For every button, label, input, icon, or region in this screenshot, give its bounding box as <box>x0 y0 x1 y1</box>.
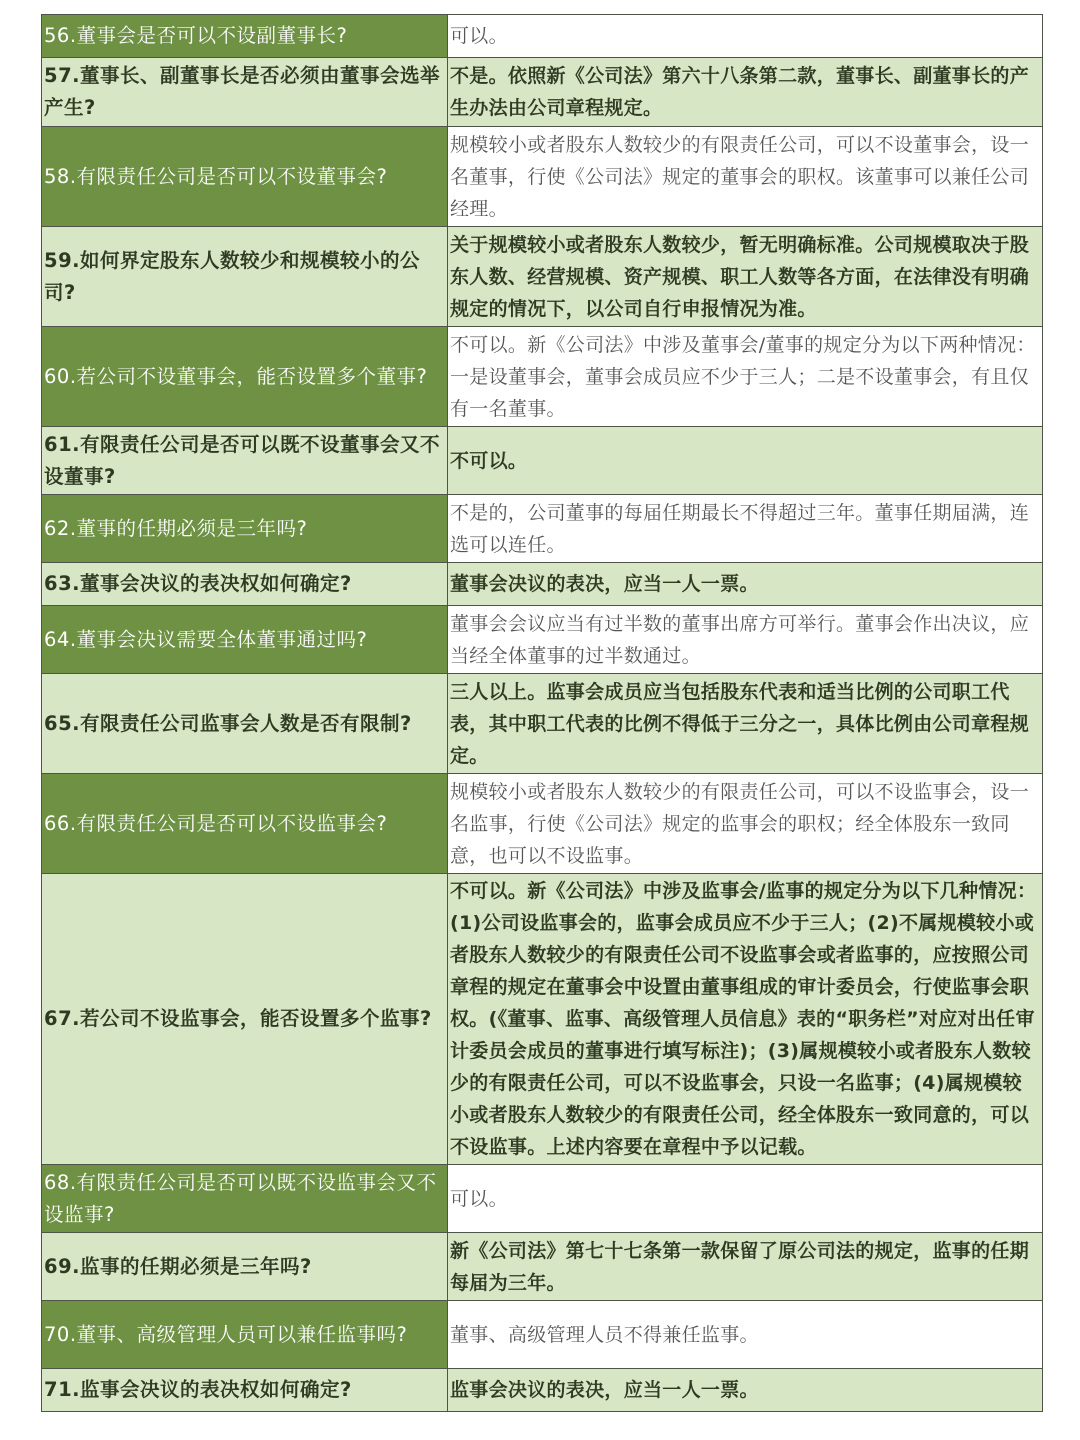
answer-cell: 监事会决议的表决，应当一人一票。 <box>448 1369 1043 1412</box>
question-cell: 69.监事的任期必须是三年吗? <box>42 1233 448 1301</box>
question-cell: 68.有限责任公司是否可以既不设监事会又不设监事? <box>42 1165 448 1233</box>
answer-cell: 不可以。 <box>448 427 1043 495</box>
qa-row <box>42 874 1043 1165</box>
qa-row <box>42 563 1043 606</box>
question-cell: 58.有限责任公司是否可以不设董事会? <box>42 127 448 227</box>
answer-cell: 新《公司法》第七十七条第一款保留了原公司法的规定，监事的任期每届为三年。 <box>448 1233 1043 1301</box>
answer-cell: 不可以。新《公司法》中涉及董事会/董事的规定分为以下两种情况：一是设董事会，董事会成员应不少于三人；二是不设董事会，有且仅有一名董事。 <box>448 327 1043 427</box>
question-cell: 57.董事长、副董事长是否必须由董事会选举产生? <box>42 58 448 127</box>
qa-row <box>42 774 1043 874</box>
answer-cell: 不是。依照新《公司法》第六十八条第二款，董事长、副董事长的产生办法由公司章程规定。 <box>448 58 1043 127</box>
qa-row <box>42 495 1043 563</box>
qa-row <box>42 227 1043 327</box>
answer-cell: 不是的，公司董事的每届任期最长不得超过三年。董事任期届满，连选可以连任。 <box>448 495 1043 563</box>
question-cell: 65.有限责任公司监事会人数是否有限制? <box>42 674 448 774</box>
question-cell: 66.有限责任公司是否可以不设监事会? <box>42 774 448 874</box>
qa-row <box>42 327 1043 427</box>
qa-row <box>42 1301 1043 1369</box>
qa-row <box>42 1165 1043 1233</box>
question-cell: 62.董事的任期必须是三年吗? <box>42 495 448 563</box>
qa-table-body <box>42 15 1043 1412</box>
qa-row <box>42 127 1043 227</box>
answer-cell: 董事会决议的表决，应当一人一票。 <box>448 563 1043 606</box>
answer-cell: 董事、高级管理人员不得兼任监事。 <box>448 1301 1043 1369</box>
qa-row <box>42 674 1043 774</box>
question-cell: 56.董事会是否可以不设副董事长? <box>42 15 448 58</box>
answer-cell: 不可以。新《公司法》中涉及监事会/监事的规定分为以下几种情况：(1)公司设监事会的，监事会成员应不少于三人；(2)不属规模较小或者股东人数较少的有限责任公司不设监事会或者监事的，应按照公司章程的规定在董事会中设置由董事组成的审计委员会，行使监事会职权。(《董事、监事、高级管理人员信息》表的“职务栏”对应对出任审计委员会成员的董事进行填写标注)；(3)属规模较小或者股东人数较少的有限责任公司，可以不设监事会，只设一名监事；(4)属规模较小或者股东人数较少的有限责任公司，经全体股东一致同意的，可以不设监事。上述内容要在章程中予以记载。 <box>448 874 1043 1165</box>
qa-row <box>42 1369 1043 1412</box>
question-cell: 64.董事会决议需要全体董事通过吗? <box>42 606 448 674</box>
answer-cell: 可以。 <box>448 15 1043 58</box>
question-cell: 71.监事会决议的表决权如何确定? <box>42 1369 448 1412</box>
qa-row <box>42 58 1043 127</box>
answer-cell: 可以。 <box>448 1165 1043 1233</box>
qa-row <box>42 1233 1043 1301</box>
answer-cell: 规模较小或者股东人数较少的有限责任公司，可以不设监事会，设一名监事，行使《公司法》规定的监事会的职权；经全体股东一致同意，也可以不设监事。 <box>448 774 1043 874</box>
answer-cell: 三人以上。监事会成员应当包括股东代表和适当比例的公司职工代表，其中职工代表的比例不得低于三分之一，具体比例由公司章程规定。 <box>448 674 1043 774</box>
question-cell: 59.如何界定股东人数较少和规模较小的公司? <box>42 227 448 327</box>
question-cell: 60.若公司不设董事会，能否设置多个董事? <box>42 327 448 427</box>
answer-cell: 关于规模较小或者股东人数较少，暂无明确标准。公司规模取决于股东人数、经营规模、资产规模、职工人数等各方面，在法律没有明确规定的情况下，以公司自行申报情况为准。 <box>448 227 1043 327</box>
qa-row <box>42 15 1043 58</box>
qa-row <box>42 606 1043 674</box>
question-cell: 70.董事、高级管理人员可以兼任监事吗? <box>42 1301 448 1369</box>
qa-row <box>42 427 1043 495</box>
answer-cell: 董事会会议应当有过半数的董事出席方可举行。董事会作出决议，应当经全体董事的过半数通过。 <box>448 606 1043 674</box>
question-cell: 63.董事会决议的表决权如何确定? <box>42 563 448 606</box>
answer-cell: 规模较小或者股东人数较少的有限责任公司，可以不设董事会，设一名董事，行使《公司法》规定的董事会的职权。该董事可以兼任公司经理。 <box>448 127 1043 227</box>
qa-table <box>41 14 1043 1412</box>
question-cell: 61.有限责任公司是否可以既不设董事会又不设董事? <box>42 427 448 495</box>
question-cell: 67.若公司不设监事会，能否设置多个监事? <box>42 874 448 1165</box>
